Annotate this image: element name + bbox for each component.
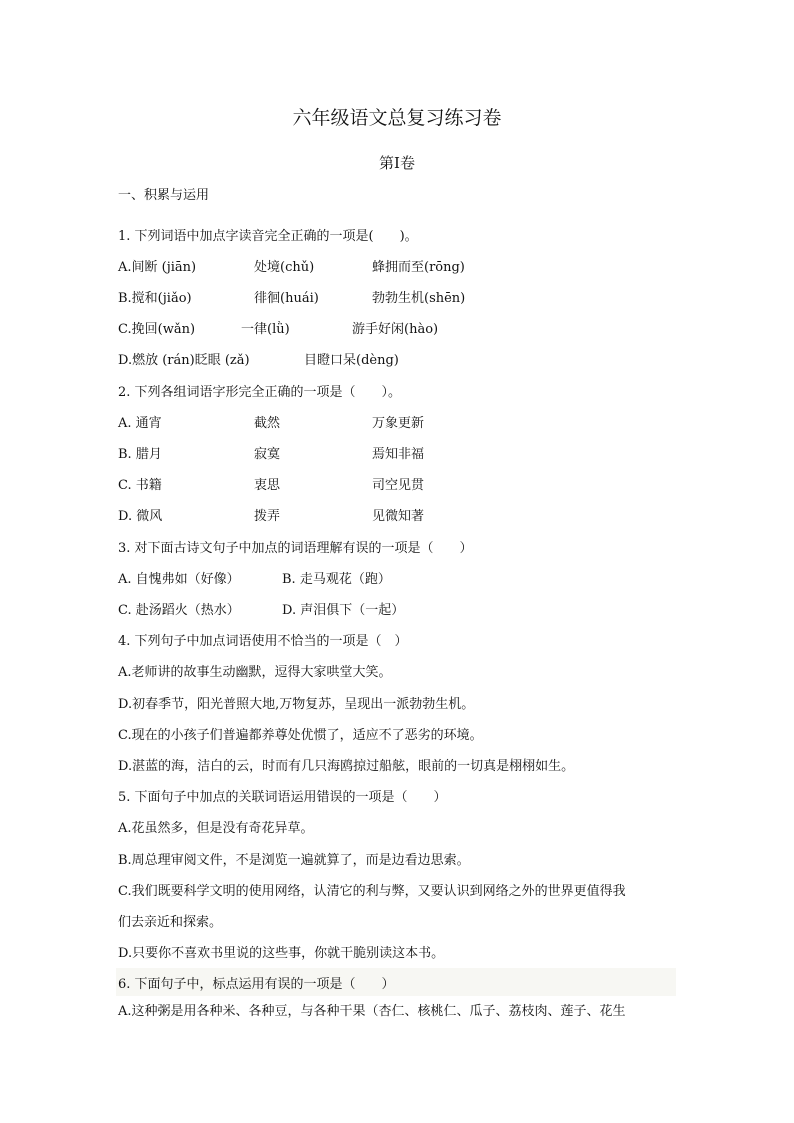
q1-option-a-word2: 处境(chǔ): [254, 260, 315, 275]
q2-option-d-word2: 拨弄: [254, 509, 281, 524]
q2-option-a-word3: 万象更新: [372, 416, 425, 431]
q5-option-d: D.只要你不喜欢书里说的这些事，你就干脆别读这本书。: [118, 946, 445, 961]
q3-option-c: C. 赴汤蹈火（热水）: [118, 603, 240, 618]
q2-option-d-word3: 见微知著: [372, 509, 425, 524]
q1-option-b-word2: 徘徊(huái): [254, 291, 319, 306]
q4-option-c: C.现在的小孩子们普遍都养尊处优惯了，适应不了恶劣的环境。: [118, 728, 483, 743]
q4-option-b: D.初春季节，阳光普照大地,万物复苏，呈现出一派勃勃生机。: [118, 697, 475, 712]
q6-option-a: A.这种粥是用各种米、各种豆，与各种干果（杏仁、核桃仁、瓜子、荔枝肉、莲子、花生: [118, 1004, 626, 1019]
question-3-stem: 3. 对下面古诗文句子中加点的词语理解有误的一项是（ ）: [118, 541, 473, 556]
q2-option-c-word3: 司空见贯: [372, 478, 425, 493]
q2-option-b-word2: 寂寞: [254, 447, 281, 462]
q5-option-b: B.周总理审阅文件，不是浏览一遍就算了，而是边看边思索。: [118, 853, 470, 868]
volume-heading: 第Ⅰ卷: [379, 154, 415, 172]
q1-option-c: C.挽回(wǎn): [118, 322, 196, 337]
question-4-stem: 4. 下列句子中加点词语使用不恰当的一项是（ ）: [118, 634, 408, 649]
q5-option-c-continued: 们去亲近和探索。: [118, 915, 223, 930]
q1-option-d: D.燃放 (rán)眨眼 (zǎ): [118, 353, 250, 368]
q5-option-a: A.花虽然多，但是没有奇花异草。: [118, 821, 314, 836]
q2-option-c: C. 书籍: [118, 478, 162, 493]
q2-option-c-word2: 衷思: [254, 478, 281, 493]
q1-option-a: A.间断 (jiān): [118, 260, 197, 275]
question-5-stem: 5. 下面句子中加点的关联词语运用错误的一项是（ ）: [118, 790, 447, 805]
q2-option-a-word2: 截然: [254, 416, 281, 431]
q3-option-a: A. 自愧弗如（好像）: [118, 572, 240, 587]
q1-option-c-word2: 一律(lǜ): [241, 322, 290, 337]
question-6-stem: 6. 下面句子中，标点运用有误的一项是（ ）: [118, 977, 395, 992]
question-1-stem: 1. 下列词语中加点字读音完全正确的一项是( )。: [118, 229, 418, 244]
q3-option-d: D. 声泪俱下（一起）: [282, 603, 405, 618]
q2-option-b: B. 腊月: [118, 447, 162, 462]
page-title: 六年级语文总复习练习卷: [292, 107, 502, 129]
q2-option-d: D. 微风: [118, 509, 163, 524]
question-2-stem: 2. 下列各组词语字形完全正确的一项是（ ）。: [118, 385, 402, 400]
section-heading: 一、积累与运用: [118, 188, 210, 203]
q5-option-c: C.我们既要科学文明的使用网络，认清它的利与弊，又要认识到网络之外的世界更值得我: [118, 884, 626, 899]
q4-option-d: D.湛蓝的海，洁白的云，时而有几只海鸥掠过船舷，眼前的一切真是栩栩如生。: [118, 759, 575, 774]
q4-option-a: A.老师讲的故事生动幽默，逗得大家哄堂大笑。: [118, 665, 392, 680]
q1-option-b: B.搅和(jiǎo): [118, 291, 192, 306]
q1-option-b-word3: 勃勃生机(shēn): [372, 291, 466, 306]
q1-option-d-word2: 目瞪口呆(dèng): [304, 353, 399, 368]
q2-option-b-word3: 焉知非福: [372, 447, 425, 462]
q3-option-b: B. 走马观花（跑）: [282, 572, 391, 587]
q2-option-a: A. 通宵: [118, 416, 162, 431]
q1-option-c-word3: 游手好闲(hào): [352, 322, 439, 337]
q1-option-a-word3: 蜂拥而至(rōng): [372, 260, 465, 275]
